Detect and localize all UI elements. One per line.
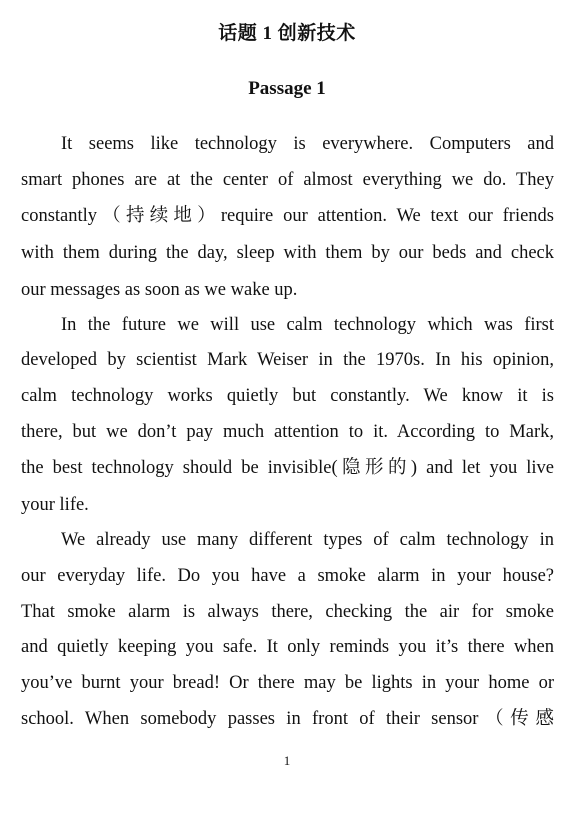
paragraph-1-line-5: our messages as soon as we wake up. (21, 280, 298, 300)
paragraph-2-line-6: your life. (21, 495, 89, 515)
paragraph-3-line-6: school. When somebody passes in front of their sensor（传感 (21, 709, 554, 729)
paragraph-3-line-2: our everyday life. Do you have a smoke alarm in your house? (21, 566, 554, 586)
paragraph-2-line-5: the best technology should be invisible(隐形的) and let you live (21, 458, 554, 478)
passage-title: Passage 1 (248, 78, 326, 99)
paragraph-2-line-1: In the future we will use calm technology which was first (61, 315, 554, 335)
paragraph-2-line-4: there, but we don’t pay much attention to it. According to Mark, (21, 422, 554, 442)
paragraph-3-line-3: That smoke alarm is always there, checking the air for smoke (21, 602, 554, 622)
paragraph-3-line-5: you’ve burnt your bread! Or there may be lights in your home or (21, 673, 554, 693)
paragraph-1-line-2: smart phones are at the center of almost everything we do. They (21, 170, 554, 190)
paragraph-1-line-4: with them during the day, sleep with them by our beds and check (21, 243, 554, 263)
paragraph-2-line-2: developed by scientist Mark Weiser in the 1970s. In his opinion, (21, 350, 554, 370)
paragraph-1-line-3: constantly（持续地）require our attention. We text our friends (21, 206, 554, 226)
page-number: 1 (283, 753, 291, 768)
paragraph-3-line-1: We already use many different types of calm technology in (61, 530, 554, 550)
topic-title: 话题 1 创新技术 (218, 23, 356, 44)
paragraph-3-line-4: and quietly keeping you safe. It only reminds you it’s there when (21, 637, 554, 657)
paragraph-2-line-3: calm technology works quietly but constantly. We know it is (21, 386, 554, 406)
paragraph-1-line-1: It seems like technology is everywhere. Computers and (61, 134, 554, 154)
